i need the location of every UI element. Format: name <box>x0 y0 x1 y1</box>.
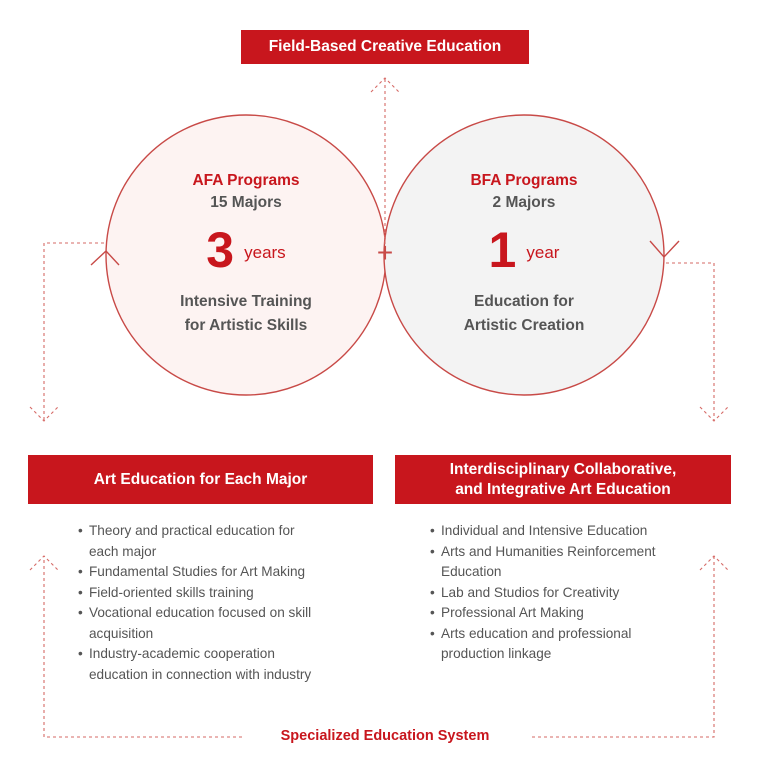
bottom-label: Specialized Education System <box>280 728 490 744</box>
bfa-description-line2: Artistic Creation <box>463 317 585 334</box>
right-down-dashed-connector <box>666 263 714 420</box>
afa-duration <box>136 218 356 282</box>
right-panel-list <box>430 521 720 665</box>
list-item: • Arts education and professional production linkage <box>430 624 720 665</box>
list-item: • Individual and Intensive Education <box>430 521 720 542</box>
left-panel-list <box>78 521 368 685</box>
list-item: • Arts and Humanities Reinforcement Education <box>430 542 720 583</box>
bfa-program-title: BFA Programs <box>470 172 578 189</box>
list-item: • Industry-academic cooperation education in connection with industry <box>78 644 368 685</box>
bfa-duration <box>414 218 634 282</box>
right-panel-title-line1: Interdisciplinary Collaborative, <box>449 460 677 478</box>
bfa-majors-count: 2 Majors <box>492 194 556 211</box>
bfa-duration-number: 1 <box>488 222 517 278</box>
right-panel-title <box>395 455 731 504</box>
left-panel-title-text: Art Education for Each Major <box>93 470 308 488</box>
bfa-duration-unit: year <box>526 243 560 262</box>
afa-description-line2: for Artistic Skills <box>184 317 308 334</box>
left-panel-title <box>28 455 373 504</box>
list-item: • Professional Art Making <box>430 603 720 624</box>
list-item: • Theory and practical education for each major <box>78 521 368 562</box>
left-down-dashed-connector <box>44 243 104 420</box>
afa-description <box>136 290 356 338</box>
right-panel-title-line2: and Integrative Art Education <box>455 480 671 498</box>
bfa-description-line1: Education for <box>474 293 574 310</box>
bfa-circle-content <box>414 172 634 338</box>
list-item: • Lab and Studios for Creativity <box>430 583 720 604</box>
afa-duration-number: 3 <box>206 222 235 278</box>
list-item: • Field-oriented skills training <box>78 583 368 604</box>
top-title-box: Field-Based Creative Education <box>241 30 529 64</box>
afa-duration-unit: years <box>244 243 286 262</box>
afa-majors-count: 15 Majors <box>210 194 282 211</box>
list-item: • Fundamental Studies for Art Making <box>78 562 368 583</box>
list-item: • Vocational education focused on skill acquisition <box>78 603 368 644</box>
plus-sign: + <box>376 237 394 268</box>
afa-description-line1: Intensive Training <box>180 293 312 310</box>
bfa-description <box>414 290 634 338</box>
afa-program-title: AFA Programs <box>192 172 300 189</box>
afa-circle-content <box>136 172 356 338</box>
